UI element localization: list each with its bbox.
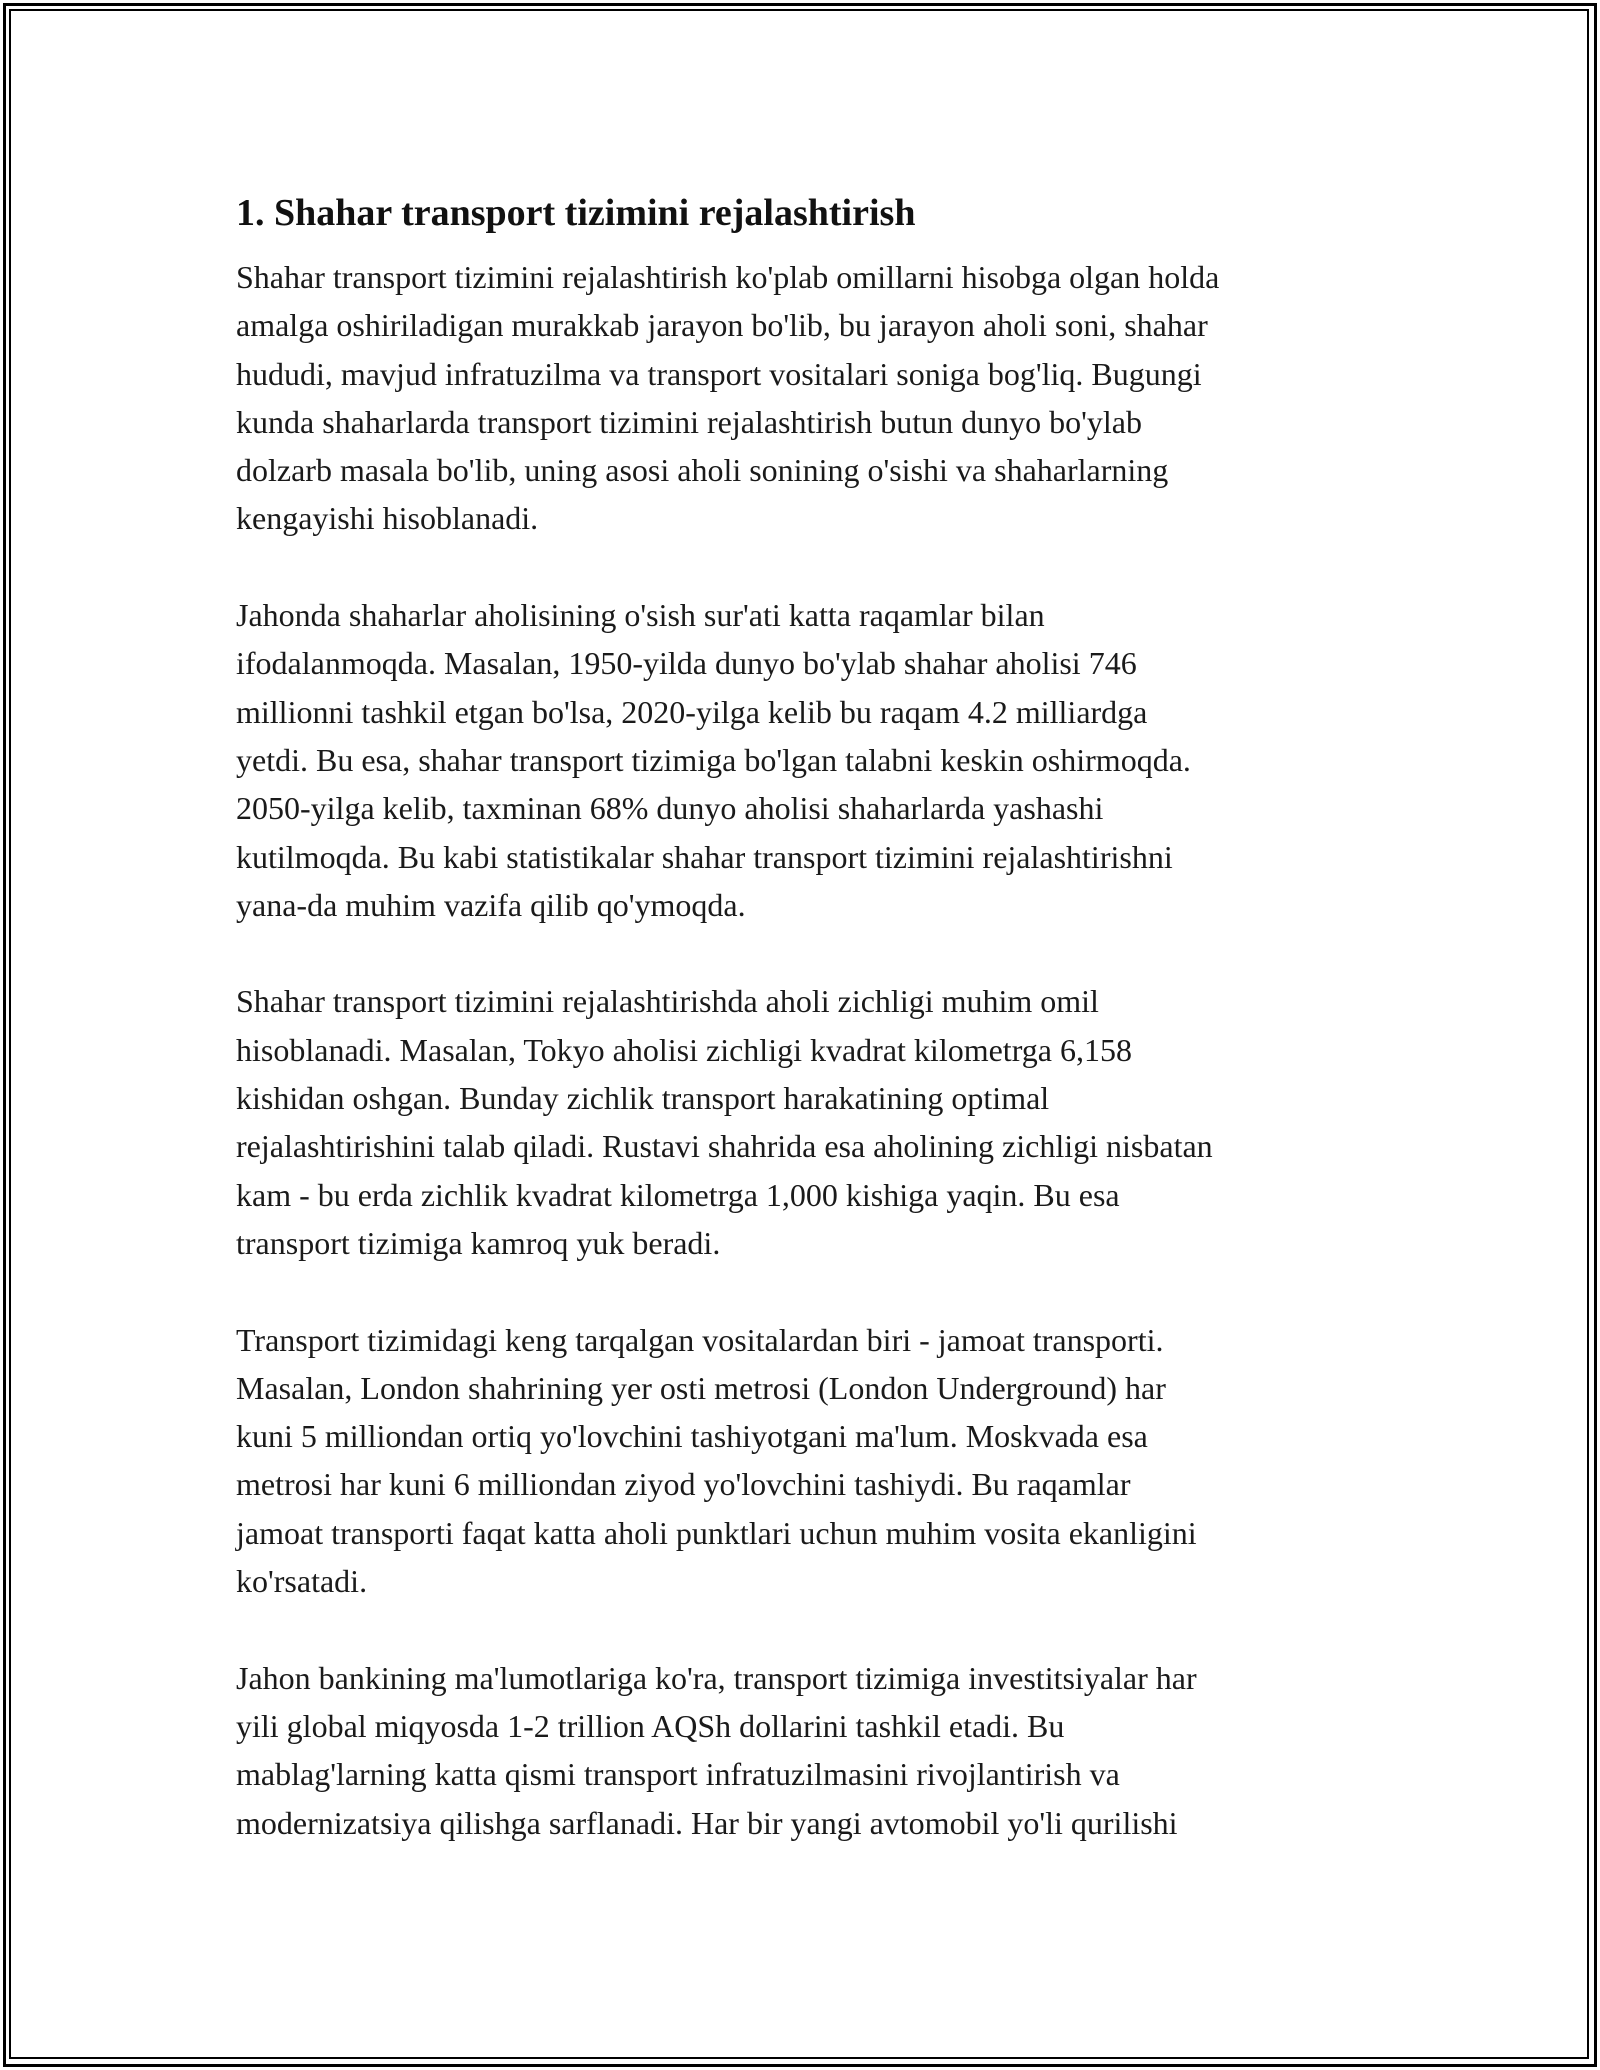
paragraph-5 <box>236 1654 1386 1847</box>
paragraph-line: Transport tizimidagi keng tarqalgan vositalardan biri - jamoat transporti. <box>236 1321 1164 1358</box>
paragraph-line: modernizatsiya qilishga sarflanadi. Har bir yangi avtomobil yo'li qurilishi <box>236 1804 1178 1841</box>
paragraph-2 <box>236 591 1386 929</box>
paragraph-line: kengayishi hisoblanadi. <box>236 500 539 537</box>
paragraph-line: transport tizimiga kamroq yuk beradi. <box>236 1224 721 1261</box>
paragraph-line: Shahar transport tizimini rejalashtirish ko'plab omillarni hisobga olgan holda <box>236 259 1220 295</box>
paragraph-line: millionni tashkil etgan bo'lsa, 2020-yilga kelib bu raqam 4.2 milliardga <box>236 693 1148 730</box>
paragraph-line: 2050-yilga kelib, taxminan 68% dunyo aholisi shaharlarda yashashi <box>236 790 1104 827</box>
document-body <box>236 185 1386 1895</box>
paragraph-line: amalga oshiriladigan murakkab jarayon bo'lib, bu jarayon aholi soni, shahar <box>236 307 1208 344</box>
paragraph-line: jamoat transporti faqat katta aholi punktlari uchun muhim vosita ekanligini <box>236 1514 1197 1551</box>
paragraph-line: mablag'larning katta qismi transport infratuzilmasini rivojlantirish va <box>236 1756 1120 1793</box>
paragraph-line: kishidan oshgan. Bunday zichlik transport harakatining optimal <box>236 1080 1050 1117</box>
paragraph-4 <box>236 1316 1386 1606</box>
paragraph-line: Jahonda shaharlar aholisining o'sish sur'ati katta raqamlar bilan <box>236 597 1045 634</box>
paragraph-line: metrosi har kuni 6 milliondan ziyod yo'lovchini tashiydi. Bu raqamlar <box>236 1466 1131 1503</box>
paragraph-line: dolzarb masala bo'lib, uning asosi aholi sonining o'sishi va shaharlarning <box>236 452 1169 489</box>
paragraph-line: ko'rsatadi. <box>236 1563 368 1600</box>
paragraph-line: kutilmoqda. Bu kabi statistikalar shahar transport tizimini rejalashtirishni <box>236 838 1173 875</box>
section-heading: 1. Shahar transport tizimini rejalashtirish <box>236 192 916 234</box>
paragraph-line: Masalan, London shahrining yer osti metrosi (London Underground) har <box>236 1369 1166 1406</box>
paragraph-line: yetdi. Bu esa, shahar transport tizimiga bo'lgan talabni keskin oshirmoqda. <box>236 741 1191 778</box>
paragraph-line: rejalashtirishini talab qiladi. Rustavi shahrida esa aholining zichligi nisbatan <box>236 1128 1213 1165</box>
paragraph-line: Jahon bankining ma'lumotlariga ko'ra, transport tizimiga investitsiyalar har <box>236 1659 1197 1696</box>
paragraph-1 <box>236 253 1386 543</box>
paragraph-line: kuni 5 milliondan ortiq yo'lovchini tashiyotgani ma'lum. Moskvada esa <box>236 1418 1148 1455</box>
paragraph-3 <box>236 977 1386 1267</box>
paragraph-line: Shahar transport tizimini rejalashtirishda aholi zichligi muhim omil <box>236 983 1099 1020</box>
paragraph-line: kunda shaharlarda transport tizimini rejalashtirish butun dunyo bo'ylab <box>236 403 1142 440</box>
paragraph-line: yana-da muhim vazifa qilib qo'ymoqda. <box>236 886 746 923</box>
paragraph-line: hududi, mavjud infratuzilma va transport vositalari soniga bog'liq. Bugungi <box>236 355 1202 392</box>
paragraph-line: ifodalanmoqda. Masalan, 1950-yilda dunyo bo'ylab shahar aholisi 746 <box>236 645 1137 682</box>
paragraph-line: yili global miqyosda 1-2 trillion AQSh dollarini tashkil etadi. Bu <box>236 1707 1065 1744</box>
paragraph-line: hisoblanadi. Masalan, Tokyo aholisi zichligi kvadrat kilometrga 6,158 <box>236 1031 1132 1068</box>
paragraph-line: kam - bu erda zichlik kvadrat kilometrga 1,000 kishiga yaqin. Bu esa <box>236 1176 1120 1213</box>
